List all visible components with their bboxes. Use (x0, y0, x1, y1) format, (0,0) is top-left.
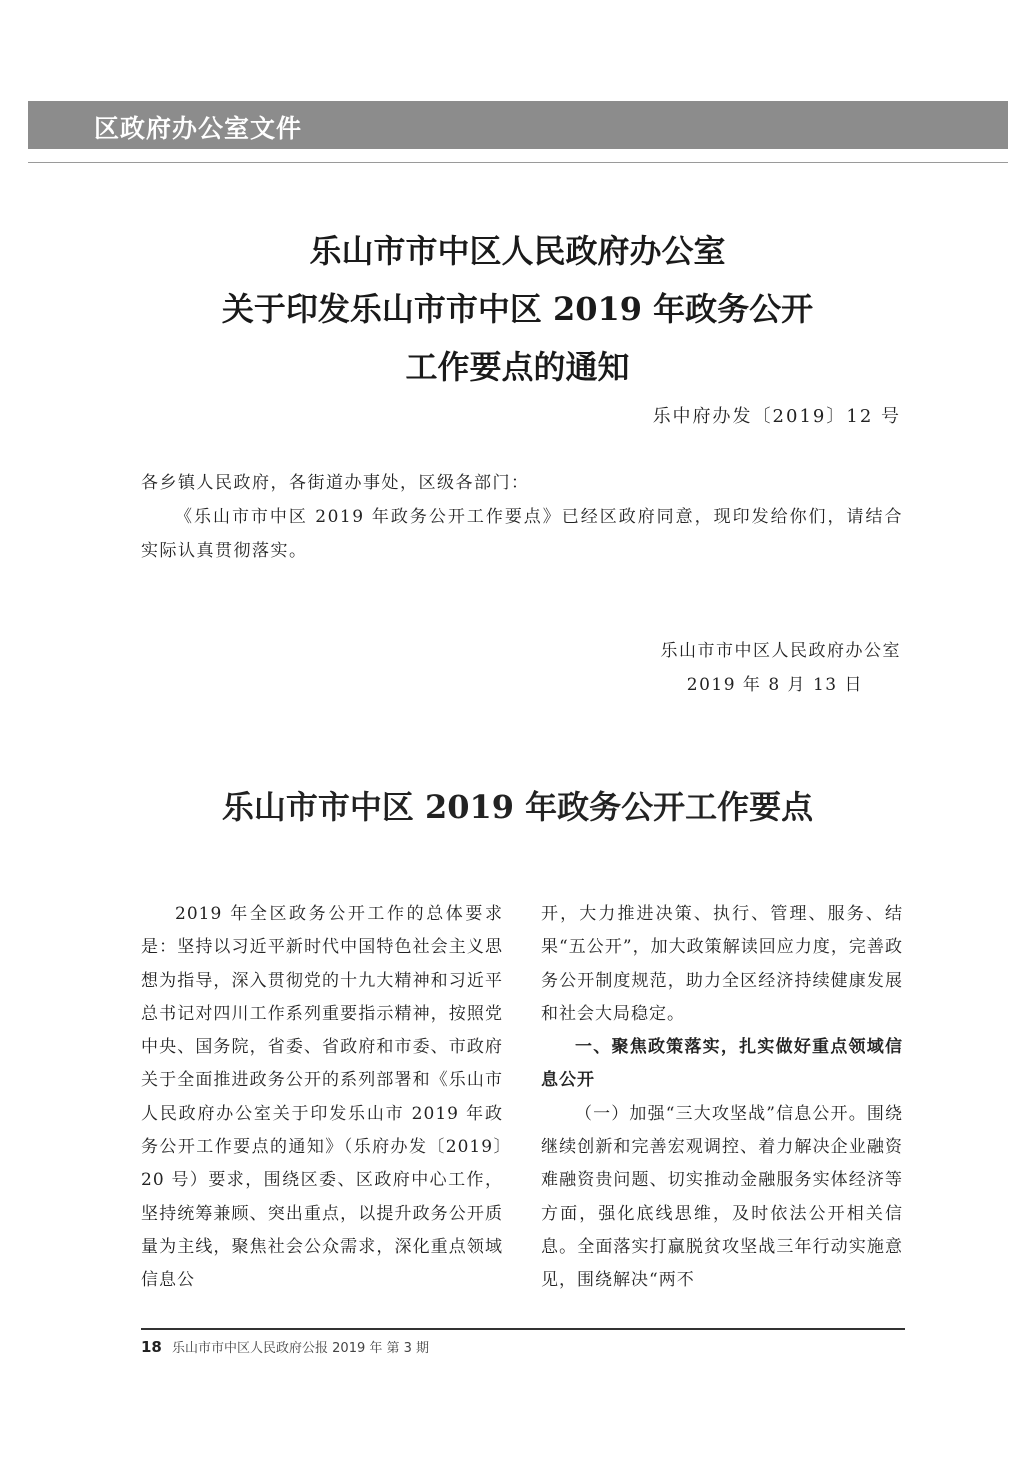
page-number: 18 (141, 1338, 162, 1356)
header-divider (28, 162, 1008, 163)
document-title-line: 关于印发乐山市市中区 2019 年政务公开 (221, 290, 814, 328)
section-title: 乐山市市中区 2019 年政务公开工作要点 (221, 788, 814, 826)
recipients: 各乡镇人民政府，各街道办事处，区级各部门： (141, 473, 530, 493)
banner-title: 区政府办公室文件 (94, 114, 303, 143)
right-column (541, 898, 903, 1298)
publication-name: 乐山市市中区人民政府公报 2019 年 第 3 期 (172, 1341, 430, 1356)
header-banner (28, 101, 1008, 149)
body-paragraph-continued: 开，大力推进决策、执行、管理、服务、结果“五公开”，加大政策解读回应力度，完善政务公开制度规范，助力全区经济持续健康发展和社会大局稳定。 (541, 904, 903, 1024)
body-paragraph: 2019 年全区政务公开工作的总体要求是：坚持以习近平新时代中国特色社会主义思想为指导，深入贯彻党的十九大精神和习近平总书记对四川工作系列重要指示精神，按照党中央、国务院，省委、省政府和市委、市政府关于全面推进政务公开的系列部署和《乐山市人民政府办公室关于印发乐山市 2019 年政务公开工作要点的通知》（乐府办发〔2019〕20 号）要求，围绕区委、区政府中心工作，坚持统筹兼顾、突出重点，以提升政务公开质量为主线，聚焦社会公众需求，深化重点领域信息公 (141, 904, 503, 1291)
document-title-line: 乐山市市中区人民政府办公室 (309, 232, 726, 270)
left-column (141, 898, 503, 1298)
document-title-line: 工作要点的通知 (405, 348, 630, 386)
intro-paragraph: 《乐山市市中区 2019 年政务公开工作要点》已经区政府同意，现印发给你们，请结合实际认真贯彻落实。 (141, 507, 903, 561)
signature-organization: 乐山市市中区人民政府办公室 (660, 641, 901, 661)
document-title (0, 222, 1035, 396)
document-number: 乐中府办发〔2019〕12 号 (652, 406, 901, 427)
page-footer (141, 1337, 429, 1356)
section-heading: 一、聚焦政策落实，扎实做好重点领域信息公开 (541, 1037, 903, 1091)
body-paragraph: （一）加强“三大攻坚战”信息公开。围绕继续创新和完善宏观调控、着力解决企业融资难融资贵问题、切实推动金融服务实体经济等方面，强化底线思维，及时依法公开相关信息。全面落实打赢脱贫攻坚战三年行动实施意见，围绕解决“两不 (541, 1103, 903, 1291)
footer-divider (141, 1328, 905, 1330)
signature-date: 2019 年 8 月 13 日 (686, 675, 863, 695)
